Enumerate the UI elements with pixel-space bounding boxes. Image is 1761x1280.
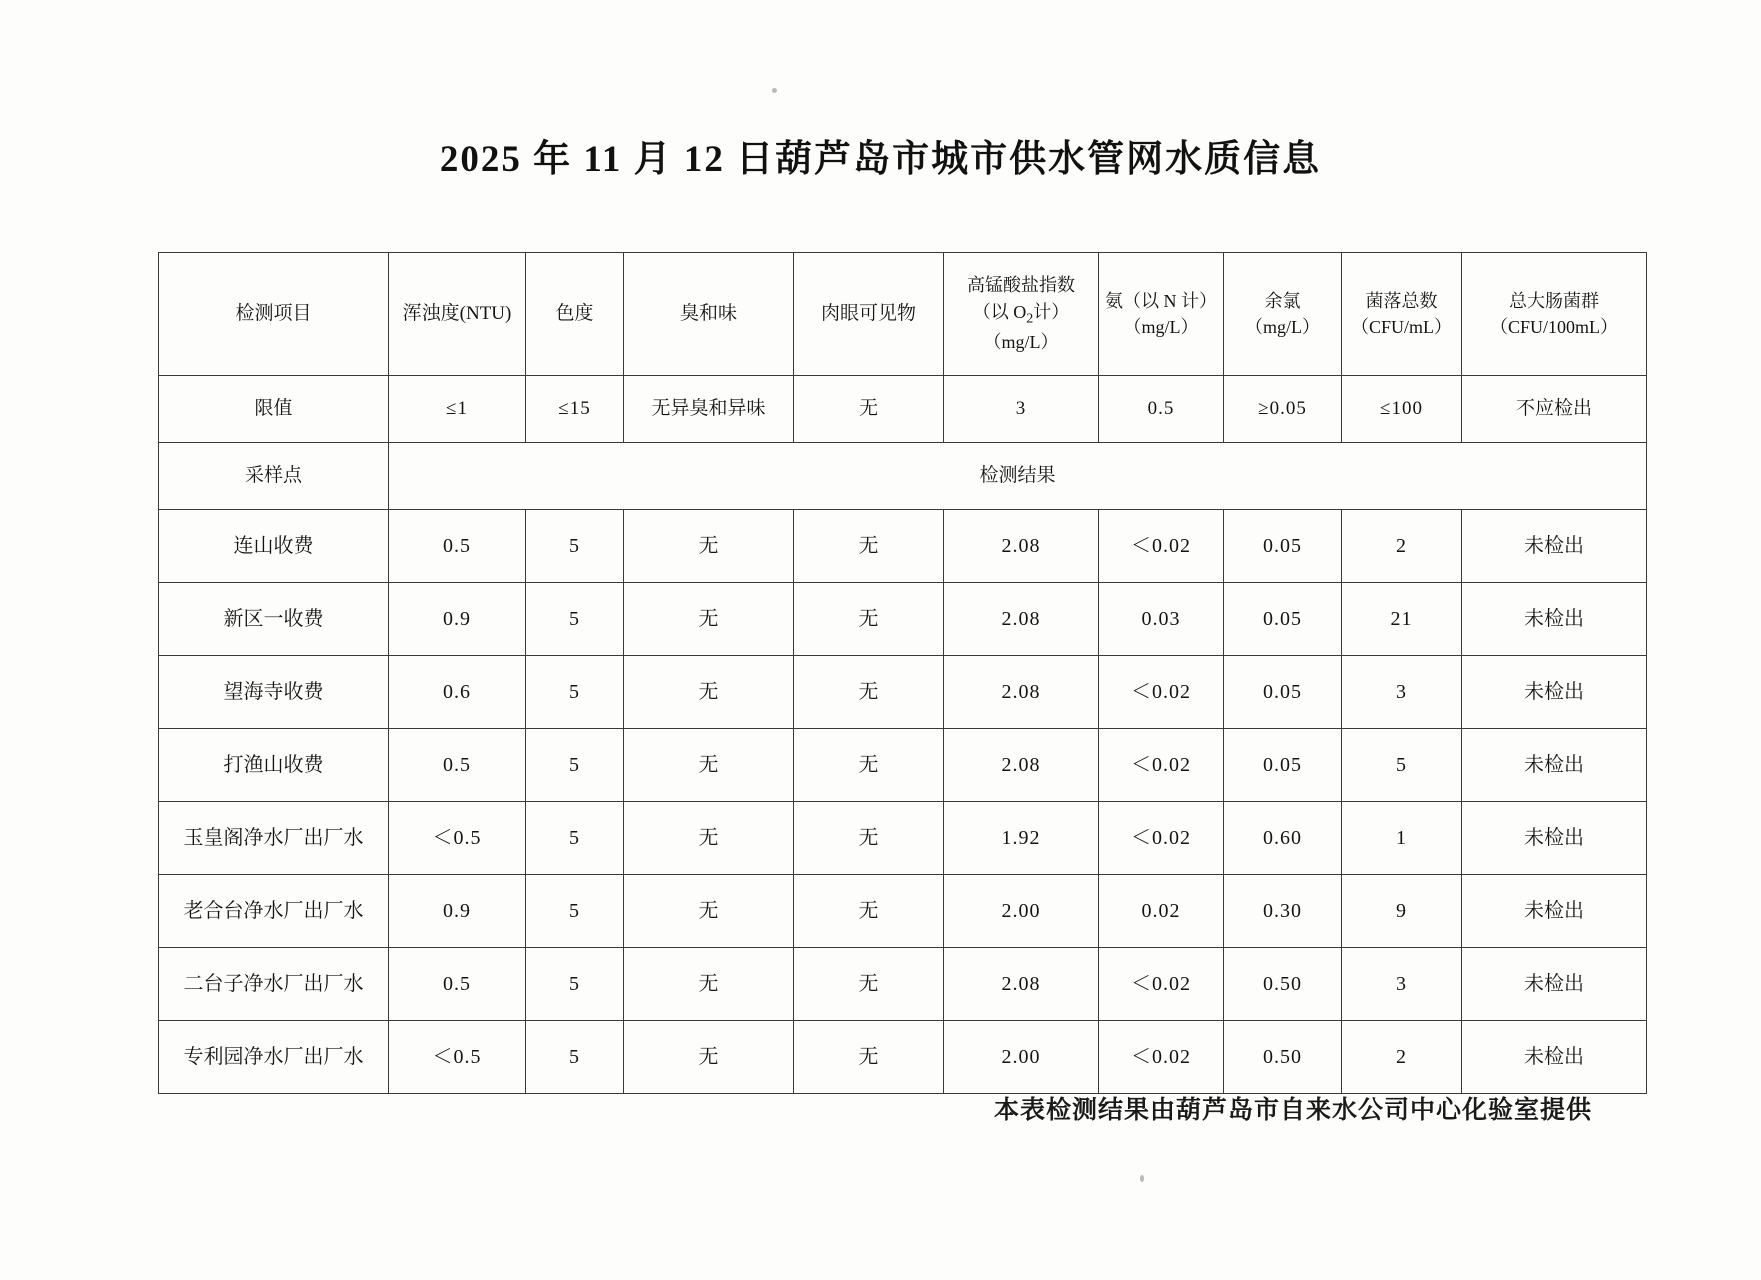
row-odor: 无	[624, 802, 794, 875]
row-permanganate: 2.08	[944, 948, 1099, 1021]
limit-visible: 无	[794, 376, 944, 443]
row-odor: 无	[624, 656, 794, 729]
limit-ammonia: 0.5	[1099, 376, 1224, 443]
colony-line2: （CFU/mL）	[1350, 317, 1452, 337]
row-visible: 无	[794, 802, 944, 875]
table-row	[159, 656, 1647, 729]
row-point: 望海寺收费	[159, 656, 389, 729]
header-cell-turbidity: 浑浊度(NTU)	[389, 253, 526, 376]
row-ammonia: ＜0.02	[1099, 510, 1224, 583]
row-ammonia: ＜0.02	[1099, 948, 1224, 1021]
sample-point-header-row	[159, 443, 1647, 510]
header-cell-residual-chlorine	[1224, 253, 1342, 376]
row-colony: 1	[1342, 802, 1462, 875]
row-permanganate: 2.08	[944, 729, 1099, 802]
row-coliform: 未检出	[1462, 583, 1647, 656]
row-permanganate: 2.08	[944, 656, 1099, 729]
row-ammonia: 0.03	[1099, 583, 1224, 656]
coliform-line1: 总大肠菌群	[1509, 290, 1599, 311]
permanganate-line1: 高锰酸盐指数	[967, 275, 1075, 296]
row-residual-chlorine: 0.50	[1224, 1021, 1342, 1094]
row-permanganate: 1.92	[944, 802, 1099, 875]
table-row	[159, 802, 1647, 875]
permanganate-line2: （以 $O_2$计）	[972, 301, 1070, 327]
row-chroma: 5	[526, 802, 624, 875]
limit-residual-chlorine: ≥0.05	[1224, 376, 1342, 443]
ammonia-line2: （mg/L）	[1123, 317, 1199, 337]
scan-speck	[1140, 1175, 1144, 1182]
row-visible: 无	[794, 729, 944, 802]
row-residual-chlorine: 0.30	[1224, 875, 1342, 948]
row-residual-chlorine: 0.05	[1224, 729, 1342, 802]
header-cell-colony	[1342, 253, 1462, 376]
row-point: 新区一收费	[159, 583, 389, 656]
row-permanganate: 2.08	[944, 510, 1099, 583]
row-colony: 5	[1342, 729, 1462, 802]
limit-coliform: 不应检出	[1462, 376, 1647, 443]
row-coliform: 未检出	[1462, 875, 1647, 948]
row-visible: 无	[794, 875, 944, 948]
row-residual-chlorine: 0.05	[1224, 656, 1342, 729]
row-colony: 2	[1342, 510, 1462, 583]
footer-note: 本表检测结果由葫芦岛市自来水公司中心化验室提供	[993, 1097, 1592, 1124]
row-point: 连山收费	[159, 510, 389, 583]
sample-point-label: 采样点	[159, 443, 389, 510]
row-odor: 无	[624, 583, 794, 656]
table-row	[159, 875, 1647, 948]
row-odor: 无	[624, 510, 794, 583]
row-turbidity: 0.5	[389, 948, 526, 1021]
row-ammonia: ＜0.02	[1099, 1021, 1224, 1094]
colony-line1: 菌落总数	[1365, 290, 1438, 311]
row-point: 玉皇阁净水厂出厂水	[159, 802, 389, 875]
row-turbidity: 0.6	[389, 656, 526, 729]
row-turbidity: 0.5	[389, 510, 526, 583]
row-permanganate: 2.00	[944, 1021, 1099, 1094]
row-coliform: 未检出	[1462, 1021, 1647, 1094]
row-turbidity: 0.9	[389, 875, 526, 948]
water-quality-table	[158, 252, 1647, 1094]
row-chroma: 5	[526, 729, 624, 802]
header-cell-chroma: 色度	[526, 253, 624, 376]
limit-chroma: ≤15	[526, 376, 624, 443]
limit-row	[159, 376, 1647, 443]
permanganate-line3: （mg/L）	[983, 332, 1059, 353]
limit-label: 限值	[159, 376, 389, 443]
header-cell-ammonia	[1099, 253, 1224, 376]
row-turbidity: ＜0.5	[389, 1021, 526, 1094]
row-odor: 无	[624, 875, 794, 948]
row-visible: 无	[794, 583, 944, 656]
row-residual-chlorine: 0.05	[1224, 510, 1342, 583]
row-chroma: 5	[526, 875, 624, 948]
row-visible: 无	[794, 510, 944, 583]
row-odor: 无	[624, 729, 794, 802]
row-odor: 无	[624, 1021, 794, 1094]
row-chroma: 5	[526, 656, 624, 729]
limit-odor: 无异臭和异味	[624, 376, 794, 443]
limit-turbidity: ≤1	[389, 376, 526, 443]
row-turbidity: 0.5	[389, 729, 526, 802]
row-odor: 无	[624, 948, 794, 1021]
row-point: 老合台净水厂出厂水	[159, 875, 389, 948]
row-residual-chlorine: 0.50	[1224, 948, 1342, 1021]
row-colony: 3	[1342, 948, 1462, 1021]
row-visible: 无	[794, 656, 944, 729]
row-ammonia: ＜0.02	[1099, 729, 1224, 802]
header-cell-item: 检测项目	[159, 253, 389, 376]
row-point: 二台子净水厂出厂水	[159, 948, 389, 1021]
row-point: 专利园净水厂出厂水	[159, 1021, 389, 1094]
row-visible: 无	[794, 1021, 944, 1094]
row-colony: 21	[1342, 583, 1462, 656]
header-cell-odor: 臭和味	[624, 253, 794, 376]
row-chroma: 5	[526, 583, 624, 656]
header-cell-coliform	[1462, 253, 1647, 376]
table-row	[159, 948, 1647, 1021]
row-residual-chlorine: 0.05	[1224, 583, 1342, 656]
row-residual-chlorine: 0.60	[1224, 802, 1342, 875]
row-coliform: 未检出	[1462, 510, 1647, 583]
residual-chlorine-line1: 余氯	[1264, 290, 1301, 311]
row-chroma: 5	[526, 948, 624, 1021]
row-colony: 9	[1342, 875, 1462, 948]
row-coliform: 未检出	[1462, 729, 1647, 802]
ammonia-line1: 氨（以 N 计）	[1105, 290, 1217, 311]
limit-colony: ≤100	[1342, 376, 1462, 443]
row-point: 打渔山收费	[159, 729, 389, 802]
row-colony: 3	[1342, 656, 1462, 729]
page-title: 2025 年 11 月 12 日葫芦岛市城市供水管网水质信息	[439, 139, 1322, 180]
table-row	[159, 583, 1647, 656]
row-coliform: 未检出	[1462, 802, 1647, 875]
row-chroma: 5	[526, 1021, 624, 1094]
limit-permanganate: 3	[944, 376, 1099, 443]
table-row	[159, 729, 1647, 802]
scan-speck	[772, 88, 777, 93]
detection-result-label: 检测结果	[389, 443, 1647, 510]
row-colony: 2	[1342, 1021, 1462, 1094]
residual-chlorine-line2: （mg/L）	[1245, 317, 1320, 337]
table-row	[159, 510, 1647, 583]
row-ammonia: ＜0.02	[1099, 656, 1224, 729]
row-visible: 无	[794, 948, 944, 1021]
row-ammonia: 0.02	[1099, 875, 1224, 948]
header-cell-visible: 肉眼可见物	[794, 253, 944, 376]
coliform-line2: （CFU/100mL）	[1489, 317, 1618, 337]
row-turbidity: 0.9	[389, 583, 526, 656]
row-coliform: 未检出	[1462, 656, 1647, 729]
water-quality-table-wrap	[158, 252, 1618, 1094]
table-row	[159, 1021, 1647, 1094]
header-cell-permanganate	[944, 253, 1099, 376]
row-ammonia: ＜0.02	[1099, 802, 1224, 875]
row-turbidity: ＜0.5	[389, 802, 526, 875]
row-chroma: 5	[526, 510, 624, 583]
row-permanganate: 2.08	[944, 583, 1099, 656]
table-header-row	[159, 253, 1647, 376]
row-permanganate: 2.00	[944, 875, 1099, 948]
row-coliform: 未检出	[1462, 948, 1647, 1021]
